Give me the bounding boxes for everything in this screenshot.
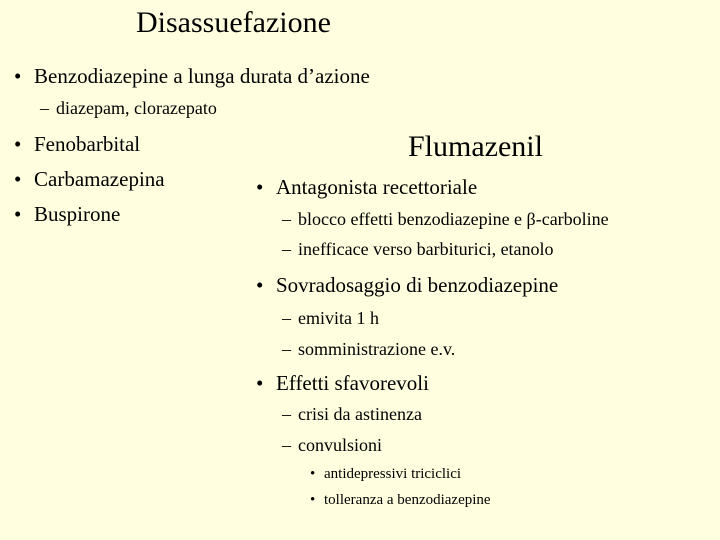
list-item-buspirone: Buspirone — [34, 202, 121, 226]
bullet-marker: • — [310, 492, 316, 508]
subitem-convulsioni: convulsioni — [298, 435, 382, 455]
list-item-antagonista-recettoriale: Antagonista recettoriale — [276, 175, 478, 199]
subitem-crisi-da-astinenza: crisi da astinenza — [298, 404, 422, 424]
bullet-marker: • — [256, 175, 264, 199]
subitem-somministrazione-ev: somministrazione e.v. — [298, 339, 456, 359]
list-item-fenobarbital: Fenobarbital — [34, 132, 141, 156]
subitem-emivita: emivita 1 h — [298, 308, 379, 328]
bullet-marker: • — [14, 167, 22, 191]
subitem-diazepam-clorazepato: diazepam, clorazepato — [56, 98, 217, 118]
dash-marker: – — [282, 339, 291, 359]
bullet-marker: • — [256, 371, 264, 395]
dash-marker: – — [282, 435, 291, 455]
dash-marker: – — [282, 239, 291, 259]
dash-marker: – — [282, 308, 291, 328]
slide-title: Disassuefazione — [136, 6, 331, 39]
bullet-marker: • — [14, 202, 22, 226]
list-item-effetti-sfavorevoli: Effetti sfavorevoli — [276, 371, 429, 395]
subitem-blocco-effetti: blocco effetti benzodiazepine e β-carboline — [298, 209, 609, 229]
dash-marker: – — [282, 404, 291, 424]
list-item-benzodiazepine-lunga-durata: Benzodiazepine a lunga durata d’azione — [34, 64, 370, 88]
list-item-carbamazepina: Carbamazepina — [34, 167, 165, 191]
dash-marker: – — [40, 98, 49, 118]
subsubitem-antidepressivi-triciclici: antidepressivi triciclici — [324, 466, 462, 482]
list-item-sovradosaggio: Sovradosaggio di benzodiazepine — [276, 273, 559, 297]
subsubitem-tolleranza-benzodiazepine: tolleranza a benzodiazepine — [324, 492, 491, 508]
section-title-flumazenil: Flumazenil — [408, 130, 543, 163]
bullet-marker: • — [310, 466, 316, 482]
dash-marker: – — [282, 209, 291, 229]
subitem-inefficace-verso-barbiturici: inefficace verso barbiturici, etanolo — [298, 239, 554, 259]
bullet-marker: • — [14, 132, 22, 156]
bullet-marker: • — [256, 273, 264, 297]
bullet-marker: • — [14, 64, 22, 88]
